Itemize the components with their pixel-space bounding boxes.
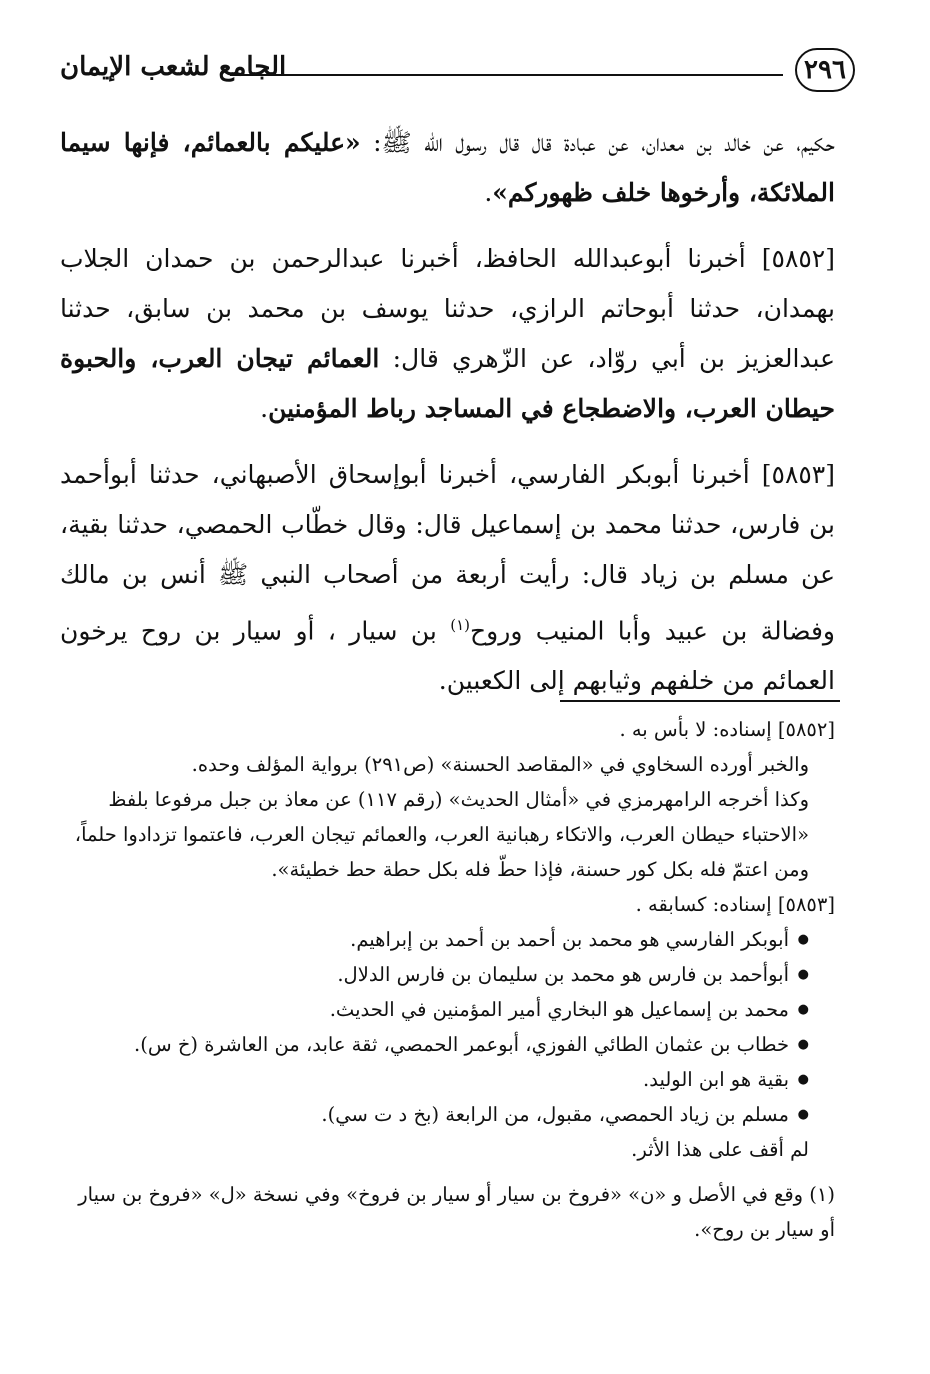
main-text <box>60 118 835 722</box>
p1-hadith-quote: «عليكم بالعمائم، فإنها سيما الملائكة، وأرخوها خلف ظهوركم» <box>60 128 835 207</box>
note-5853-head: [٥٨٥٣] إسناده: كسابقه . <box>635 893 835 916</box>
page-header <box>60 48 855 100</box>
footnotes <box>60 712 835 1247</box>
p3-text-cont: بن سيار ، أو سيار بن روح يرخون العمائم من خلفهم وثيابهم إلى الكعبين. <box>60 616 835 696</box>
p1-end: . <box>484 178 493 207</box>
p2-text: [٥٨٥٢] أخبرنا أبوعبدالله الحافظ، أخبرنا عبدالرحمن بن حمدان الجلاب بهمدان، حدثنا أبوحاتم الرازي، حدثنا يوسف بن محمد بن سابق، حدثنا عبدالعزيز بن أبي روّاد، عن الزّهري قال: <box>60 244 835 373</box>
note-5852-line-1: والخبر أورده السخاوي في «المقاصد الحسنة» (ص٢٩١) برواية المؤلف وحده. <box>191 753 809 776</box>
list-item: ● أبوبكر الفارسي هو محمد بن أحمد بن أحمد بن إبراهيم. <box>60 922 809 957</box>
p3-text: [٥٨٥٣] أخبرنا أبوبكر الفارسي، أخبرنا أبوإسحاق الأصبهاني، حدثنا أبوأحمد بن فارس، حدثنا محمد بن إسماعيل قال: وقال خطّاب الحمصي، حدثنا بقية، عن مسلم بن زياد قال: رأيت أربعة من أصحاب النبي ﷺ أنس بن مالك وفضالة بن عبيد وأبا المنيب وروح <box>60 460 835 646</box>
running-title: الجامع لشعب الإيمان <box>60 52 287 82</box>
narrator-list <box>60 922 835 1132</box>
footnote-1: (١) وقع في الأصل و «ن» «فروخ بن سيار أو سيار بن فروخ» وفي نسخة «ل» «فروخ بن سيار أو سيار بن روح». <box>78 1183 835 1241</box>
note-5853-tail: لم أقف على هذا الأثر. <box>631 1138 809 1161</box>
note-5852-head: [٥٨٥٢] إسناده: لا بأس به . <box>619 718 835 741</box>
list-item: ● مسلم بن زياد الحمصي، مقبول، من الرابعة (بخ د ت سي). <box>60 1097 809 1132</box>
list-item: ● خطاب بن عثمان الطائي الفوزي، أبوعمر الحمصي، ثقة عابد، من العاشرة (خ س). <box>60 1027 809 1062</box>
note-5852-line-2: وكذا أخرجه الرامهرمزي في «أمثال الحديث» (رقم ١١٧) عن معاذ بن جبل مرفوعا بلفظ «الاحتباء حيطان العرب، والاتكاء رهبانية العرب، والعمائم تيجان العرب، فاعتموا تزدادوا حلماً، ومن اعتمّ فله بكل كور حسنة، فإذا حطّ فله بكل حطة حط خطيئة». <box>74 788 809 881</box>
paragraph-5853 <box>60 450 835 706</box>
paragraph-5852 <box>60 234 835 434</box>
list-item: ● أبوأحمد بن فارس هو محمد بن سليمان بن فارس الدلال. <box>60 957 809 992</box>
footnote-divider <box>560 700 840 702</box>
header-rule <box>230 74 783 76</box>
page-number-badge: ٢٩٦ <box>795 48 855 92</box>
paragraph-1 <box>60 118 835 218</box>
p2-quote: العمائم تيجان العرب، والحبوة حيطان العرب، والاضطجاع في المساجد رباط المؤمنين <box>60 344 835 423</box>
list-item: ● محمد بن إسماعيل هو البخاري أمير المؤمنين في الحديث. <box>60 992 809 1027</box>
p1-text: حكيم، عن خالد بن معدان، عن عبادة قال قال رسول الله ﷺ: <box>360 128 835 157</box>
footnote-ref-1[interactable]: (١) <box>450 616 471 634</box>
p2-end: . <box>260 394 269 423</box>
list-item: ● بقية هو ابن الوليد. <box>60 1062 809 1097</box>
